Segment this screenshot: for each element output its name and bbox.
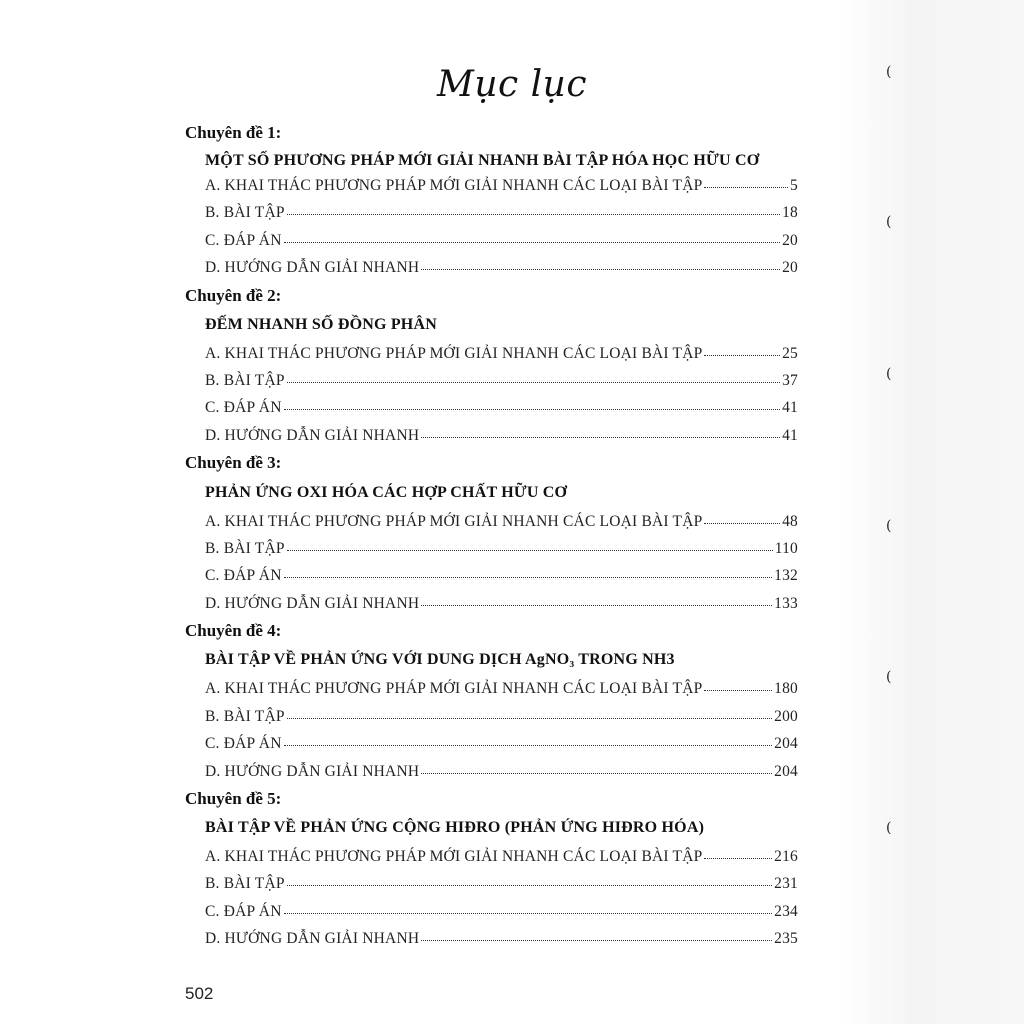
toc-entry — [205, 398, 798, 418]
toc-entry-page: 133 — [774, 595, 798, 612]
dot-leader — [287, 201, 780, 215]
margin-tab-mark: ( — [886, 669, 892, 685]
toc-entry-page: 20 — [782, 232, 798, 249]
page-title: Mục lục — [436, 64, 587, 105]
chapter-name: MỘT SỐ PHƯƠNG PHÁP MỚI GIẢI NHANH BÀI TẬP HÓA HỌC HỮU CƠ — [205, 152, 760, 169]
toc-entry — [205, 874, 798, 894]
toc-entry-page: 132 — [774, 567, 798, 584]
toc-entry-page: 41 — [782, 399, 798, 416]
chapter-name: PHẢN ỨNG OXI HÓA CÁC HỢP CHẤT HỮU CƠ — [205, 484, 568, 501]
dot-leader — [421, 256, 780, 270]
toc-entry — [205, 371, 798, 391]
toc-entry-page: 20 — [782, 259, 798, 276]
dot-leader — [421, 760, 772, 774]
dot-leader — [421, 424, 780, 438]
toc-entry — [205, 847, 798, 867]
dot-leader — [284, 900, 773, 914]
toc-entry-label: D. HƯỚNG DẪN GIẢI NHANH — [205, 763, 420, 780]
page-edge-shadow — [840, 0, 1024, 1024]
toc-entry-label: D. HƯỚNG DẪN GIẢI NHANH — [205, 930, 420, 947]
dot-leader — [287, 705, 772, 719]
toc-entry-page: 200 — [774, 708, 798, 725]
toc-entry-label: D. HƯỚNG DẪN GIẢI NHANH — [205, 427, 420, 444]
chapter-name: ĐẾM NHANH SỐ ĐỒNG PHÂN — [205, 316, 437, 333]
toc-entry-label: C. ĐÁP ÁN — [205, 232, 282, 249]
toc-entry-label: C. ĐÁP ÁN — [205, 567, 282, 584]
toc-entry — [205, 566, 798, 586]
dot-leader — [704, 510, 780, 524]
toc-entry-page: 48 — [782, 513, 798, 530]
chapter-label: Chuyên đề 1: — [185, 123, 282, 142]
toc-entry-page: 25 — [782, 345, 798, 362]
toc-entry — [205, 344, 798, 364]
margin-tab-mark: ( — [886, 64, 892, 80]
toc-entry-page: 216 — [774, 848, 798, 865]
toc-entry-page: 180 — [774, 680, 798, 697]
toc-entry-page: 204 — [774, 735, 798, 752]
toc-entry — [205, 512, 798, 532]
toc-entry-page: 18 — [782, 204, 798, 221]
toc-entry-label: A. KHAI THÁC PHƯƠNG PHÁP MỚI GIẢI NHANH CÁC LOẠI BÀI TẬP — [205, 177, 703, 194]
dot-leader — [704, 845, 772, 859]
chapter-label: Chuyên đề 2: — [185, 286, 282, 305]
toc-entry — [205, 734, 798, 754]
toc-entry-label: A. KHAI THÁC PHƯƠNG PHÁP MỚI GIẢI NHANH CÁC LOẠI BÀI TẬP — [205, 345, 703, 362]
toc-entry — [205, 707, 798, 727]
margin-tab-mark: ( — [886, 366, 892, 382]
toc-entry — [205, 594, 798, 614]
dot-leader — [287, 369, 780, 383]
margin-tab-mark: ( — [886, 820, 892, 836]
toc-entry — [205, 929, 798, 949]
toc-entry-page: 231 — [774, 875, 798, 892]
toc-entry — [205, 176, 798, 196]
toc-entry-label: B. BÀI TẬP — [205, 204, 285, 221]
dot-leader — [704, 174, 788, 188]
chapter-label: Chuyên đề 5: — [185, 789, 282, 808]
dot-leader — [287, 537, 773, 551]
toc-entry-label: C. ĐÁP ÁN — [205, 903, 282, 920]
dot-leader — [704, 342, 780, 356]
toc-entry-page: 37 — [782, 372, 798, 389]
toc-entry-label: D. HƯỚNG DẪN GIẢI NHANH — [205, 595, 420, 612]
toc-entry-label: A. KHAI THÁC PHƯƠNG PHÁP MỚI GIẢI NHANH CÁC LOẠI BÀI TẬP — [205, 680, 703, 697]
toc-entry — [205, 762, 798, 782]
dot-leader — [704, 677, 772, 691]
toc-entry-label: B. BÀI TẬP — [205, 372, 285, 389]
toc-entry — [205, 258, 798, 278]
dot-leader — [284, 732, 773, 746]
toc-entry-label: C. ĐÁP ÁN — [205, 399, 282, 416]
chapter-label: Chuyên đề 4: — [185, 621, 282, 640]
toc-entry-page: 41 — [782, 427, 798, 444]
toc-entry-label: B. BÀI TẬP — [205, 875, 285, 892]
dot-leader — [284, 564, 773, 578]
chapter-name: BÀI TẬP VỀ PHẢN ỨNG CỘNG HIĐRO (PHẢN ỨNG HIĐRO HÓA) — [205, 819, 705, 836]
dot-leader — [421, 592, 772, 606]
toc-entry — [205, 902, 798, 922]
toc-entry — [205, 426, 798, 446]
toc-entry-page: 234 — [774, 903, 798, 920]
toc-entry-label: B. BÀI TẬP — [205, 708, 285, 725]
toc-entry-label: A. KHAI THÁC PHƯƠNG PHÁP MỚI GIẢI NHANH CÁC LOẠI BÀI TẬP — [205, 513, 703, 530]
dot-leader — [284, 229, 781, 243]
toc-entry-page: 5 — [790, 177, 798, 194]
chapter-label: Chuyên đề 3: — [185, 453, 282, 472]
toc-entry-page: 204 — [774, 763, 798, 780]
dot-leader — [421, 927, 772, 941]
page-number: 502 — [185, 984, 214, 1003]
margin-tab-mark: ( — [886, 214, 892, 230]
toc-entry — [205, 679, 798, 699]
toc-entry-label: A. KHAI THÁC PHƯƠNG PHÁP MỚI GIẢI NHANH CÁC LOẠI BÀI TẬP — [205, 848, 703, 865]
toc-entry — [205, 203, 798, 223]
toc-entry — [205, 231, 798, 251]
dot-leader — [287, 872, 772, 886]
toc-entry-page: 110 — [774, 540, 798, 557]
toc-entry-label: D. HƯỚNG DẪN GIẢI NHANH — [205, 259, 420, 276]
toc-entry-label: B. BÀI TẬP — [205, 540, 285, 557]
toc-entry — [205, 539, 798, 559]
margin-tab-mark: ( — [886, 518, 892, 534]
toc-entry-page: 235 — [774, 930, 798, 947]
dot-leader — [284, 396, 781, 410]
chapter-name: BÀI TẬP VỀ PHẢN ỨNG VỚI DUNG DỊCH AgNO₃ TRONG NH3 — [205, 651, 675, 668]
toc-entry-label: C. ĐÁP ÁN — [205, 735, 282, 752]
